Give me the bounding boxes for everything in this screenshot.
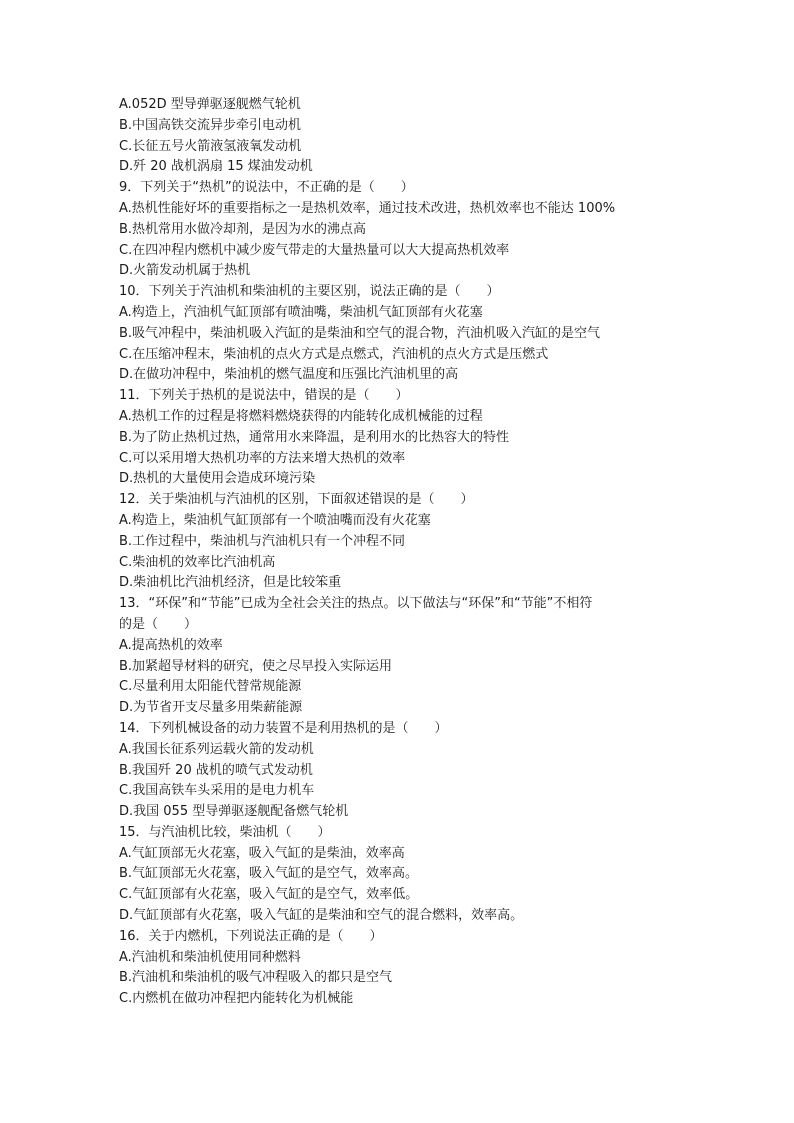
question-stem-continued: 的是（ ） xyxy=(119,616,198,632)
option-line: D.热机的大量使用会造成环境污染 xyxy=(119,471,316,487)
option-line: A.构造上，汽油机气缸顶部有喷油嘴，柴油机气缸顶部有火花塞 xyxy=(119,304,483,320)
option-line: A.气缸顶部无火花塞，吸入气缸的是柴油，效率高 xyxy=(119,845,405,861)
option-line: C.可以采用增大热机功率的方法来增大热机的效率 xyxy=(119,450,406,466)
question-stem: 9．下列关于“热机”的说法中，不正确的是（ ） xyxy=(119,180,414,196)
question-stem: 10．下列关于汽油机和柴油机的主要区别，说法正确的是（ ） xyxy=(119,284,500,300)
option-line: A.我国长征系列运载火箭的发动机 xyxy=(119,741,314,757)
option-line: D.火箭发动机属于热机 xyxy=(119,263,251,279)
question-stem: 12．关于柴油机与汽油机的区别，下面叙述错误的是（ ） xyxy=(119,492,474,508)
option-line: A.052D 型导弹驱逐舰燃气轮机 xyxy=(119,97,301,112)
option-line: B.汽油机和柴油机的吸气冲程吸入的都只是空气 xyxy=(119,970,393,986)
option-line: C.在四冲程内燃机中减少废气带走的大量热量可以大大提高热机效率 xyxy=(119,242,510,258)
question-stem: 13．“环保”和“节能”已成为全社会关注的热点。以下做法与“环保”和“节能”不相符 xyxy=(119,596,593,612)
option-line: A.提高热机的效率 xyxy=(119,637,223,653)
option-line: D.我国 055 型导弹驱逐舰配备燃气轮机 xyxy=(119,804,349,820)
option-line: D.气缸顶部有火花塞，吸入气缸的是柴油和空气的混合燃料，效率高。 xyxy=(119,908,524,924)
option-line: B.为了防止热机过热，通常用水来降温，是利用水的比热容大的特性 xyxy=(119,429,510,445)
option-line: A.热机工作的过程是将燃料燃烧获得的内能转化成机械能的过程 xyxy=(119,408,483,424)
option-line: B.加紧超导材料的研究，使之尽早投入实际运用 xyxy=(119,658,393,674)
question-stem: 15．与汽油机比较，柴油机（ ） xyxy=(119,824,331,840)
option-line: A.汽油机和柴油机使用同种燃料 xyxy=(119,949,301,965)
option-line: C.尽量利用太阳能代替常规能源 xyxy=(119,679,302,695)
option-line: C.柴油机的效率比汽油机高 xyxy=(119,554,276,570)
option-line: C.在压缩冲程末，柴油机的点火方式是点燃式，汽油机的点火方式是压燃式 xyxy=(119,346,549,362)
option-line: D.在做功冲程中，柴油机的燃气温度和压强比汽油机里的高 xyxy=(119,367,459,383)
option-line: B.气缸顶部无火花塞，吸入气缸的是空气，效率高。 xyxy=(119,866,419,882)
option-line: B.我国歼 20 战机的喷气式发动机 xyxy=(119,762,313,778)
option-line: B.吸气冲程中，柴油机吸入汽缸的是柴油和空气的混合物，汽油机吸入汽缸的是空气 xyxy=(119,325,601,341)
option-line: B.工作过程中，柴油机与汽油机只有一个冲程不同 xyxy=(119,533,406,549)
question-stem: 11．下列关于热机的是说法中，错误的是（ ） xyxy=(119,388,409,404)
option-line: C.长征五号火箭液氢液氧发动机 xyxy=(119,138,302,154)
option-line: C.我国高铁车头采用的是电力机车 xyxy=(119,783,315,799)
option-line: D.歼 20 战机涡扇 15 煤油发动机 xyxy=(119,159,313,175)
question-stem: 14．下列机械设备的动力装置不是利用热机的是（ ） xyxy=(119,720,448,736)
option-line: C.气缸顶部有火花塞，吸入气缸的是空气，效率低。 xyxy=(119,887,419,903)
option-line: A.热机性能好坏的重要指标之一是热机效率，通过技术改进，热机效率也不能达 100% xyxy=(119,200,616,216)
option-line: B.中国高铁交流异步牵引电动机 xyxy=(119,117,302,133)
option-line: D.为节省开支尽量多用柴薪能源 xyxy=(119,700,303,716)
question-stem: 16．关于内燃机，下列说法正确的是（ ） xyxy=(119,928,383,944)
option-line: B.热机常用水做冷却剂，是因为水的沸点高 xyxy=(119,221,367,237)
option-line: C.内燃机在做功冲程把内能转化为机械能 xyxy=(119,991,354,1007)
option-line: D.柴油机比汽油机经济，但是比较笨重 xyxy=(119,575,342,591)
question-list xyxy=(119,95,679,1010)
option-line: A.构造上，柴油机气缸顶部有一个喷油嘴而没有火花塞 xyxy=(119,512,431,528)
